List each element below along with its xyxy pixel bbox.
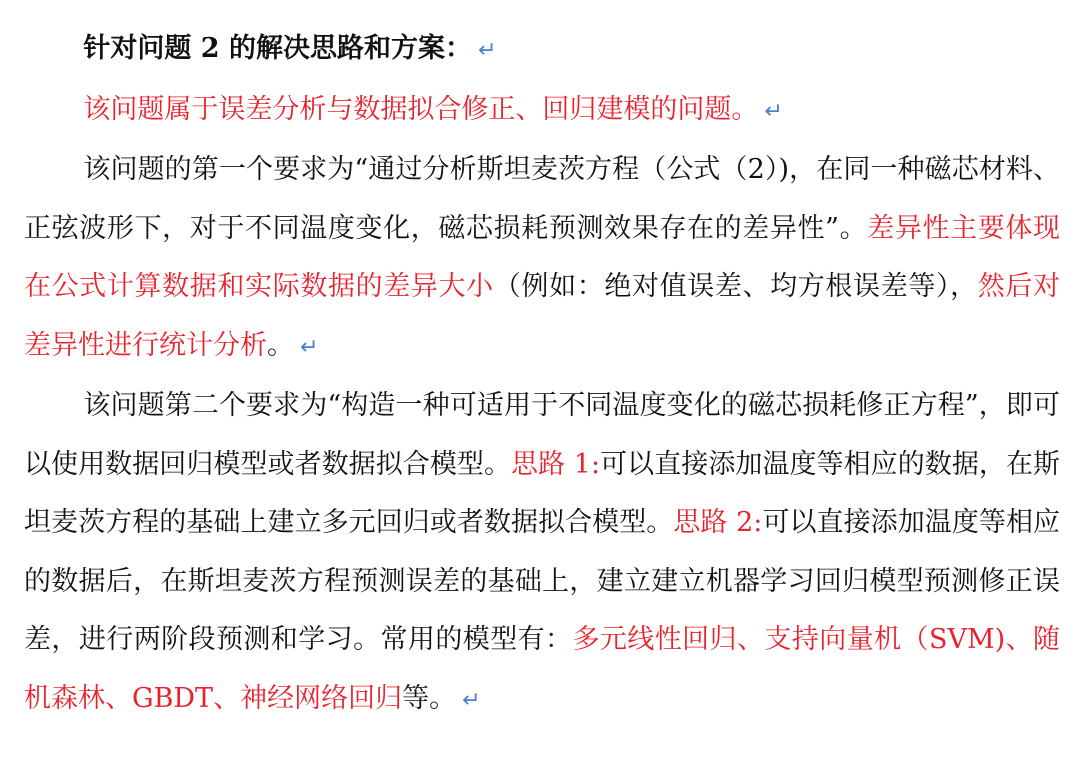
- requirement-1-mid: （例如：绝对值误差、均方根误差等），: [493, 271, 978, 302]
- idea-1-label: 思路 1:: [511, 448, 601, 480]
- document-body: [24, 20, 1060, 730]
- idea-2-label: 思路 2:: [673, 507, 763, 538]
- requirement-1-highlight-1: 差异性主要体现在公式计算数据和实际数据的差异大小: [24, 212, 1060, 302]
- requirement-2-end: 等。: [402, 682, 457, 714]
- requirement-1-end: 。: [267, 329, 294, 361]
- requirement-2-paragraph: [24, 377, 1060, 730]
- requirement-1-paragraph: [24, 141, 1060, 377]
- heading-paragraph: [24, 20, 1060, 81]
- idea-2-text: 可以直接添加温度等相应的数据后，在斯坦麦茨方程预测误差的基础上，建立建立机器学习回归模型预测修正误差，进行两阶段预测和学习。常用的模型有：: [24, 507, 1061, 655]
- model-list: 多元线性回归、支持向量机（SVM)、随机森林、GBDT、神经网络回归: [24, 624, 1060, 714]
- requirement-1-intro: 该问题的第一个要求为“通过分析斯坦麦茨方程（公式（2）)，在同一种磁芯材料、正弦波形下，对于不同温度变化，磁芯损耗预测效果存在的差异性”。: [24, 154, 1060, 244]
- requirement-2-intro: 该问题第二个要求为“构造一种可适用于不同温度变化的磁芯损耗修正方程”，即可以使用数据回归模型或者数据拟合模型。: [24, 390, 1060, 480]
- requirement-1-highlight-2: 然后对差异性进行统计分析: [24, 271, 1061, 361]
- paragraph-mark-icon: ↵: [300, 334, 319, 360]
- summary-text: 该问题属于误差分析与数据拟合修正、回归建模的问题。: [83, 93, 759, 125]
- paragraph-mark-icon: ↵: [764, 98, 783, 124]
- paragraph-mark-icon: ↵: [477, 38, 497, 63]
- idea-1-text: 可以直接添加温度等相应的数据，在斯坦麦茨方程的基础上建立多元回归或者数据拟合模型。: [24, 448, 1061, 538]
- paragraph-mark-icon: ↵: [462, 687, 481, 713]
- section-heading: 针对问题 2 的解决思路和方案：: [83, 33, 472, 64]
- summary-paragraph: [24, 81, 1060, 142]
